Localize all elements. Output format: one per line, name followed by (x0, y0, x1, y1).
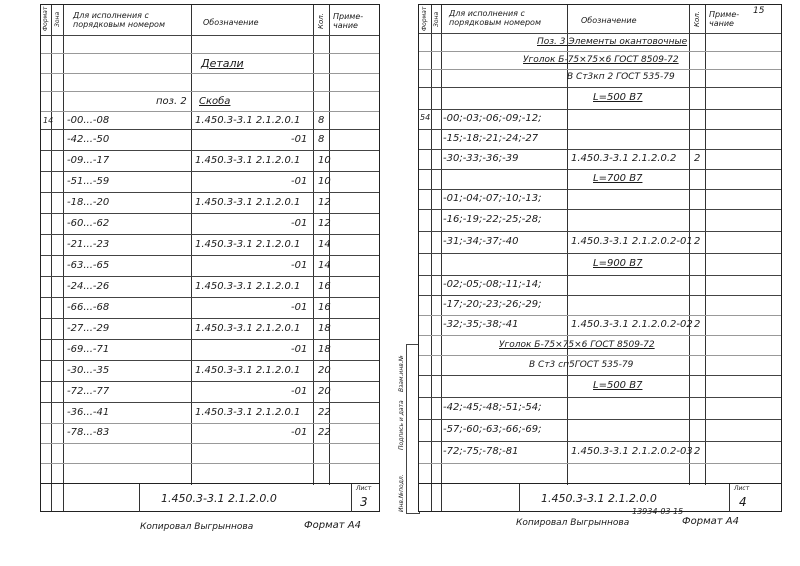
row-designation: -01 (291, 344, 308, 355)
length-900: L=900 В7 (593, 258, 643, 269)
side-label: Инв.№подл. (398, 474, 405, 512)
group4-line: -57;-60;-63;-66;-69; (443, 424, 542, 435)
row-designation: 1.450.3-3.1 2.1.2.0.1 (195, 365, 301, 376)
group4-line: -72;-75;-78;-81 (443, 446, 519, 457)
row-designation: -01 (291, 176, 308, 187)
row-qty: 18 (318, 344, 331, 355)
section-title: Детали (201, 57, 244, 70)
row-designation: 1.450.3-3.1 2.1.2.0.1 (195, 407, 301, 418)
group3-line: -02;-05;-08;-11;-14; (443, 279, 542, 290)
angle-profile-2: Уголок Б-75×75×6 ГОСТ 8509-72 (499, 340, 655, 350)
header-note: Приме-чание (333, 12, 364, 30)
sheet-label: Лист (356, 485, 372, 492)
zone-mark: 14 (43, 116, 54, 125)
angle-profile-1: Уголок Б-75×75×6 ГОСТ 8509-72 (523, 55, 679, 65)
col-line (63, 5, 64, 511)
header-variant: Для исполнения с порядковым номером (73, 11, 165, 29)
group1-qty: 2 (694, 153, 701, 164)
header-qty: Кол. (693, 11, 701, 27)
header-line (41, 35, 379, 36)
row-variant: -72...-77 (67, 386, 110, 397)
zone-mark: 54 (420, 113, 431, 122)
group4-line: -42;-45;-48;-51;-54; (443, 402, 542, 413)
stamp (41, 483, 379, 512)
steel-grade-2: В Ст3 сп5ГОСТ 535-79 (529, 360, 634, 370)
page-number: 15 (753, 6, 765, 16)
order-number: 13934-03 15 (632, 507, 684, 516)
col-line (191, 5, 192, 485)
row-designation: -01 (291, 260, 308, 271)
row-variant: -24...-26 (67, 281, 110, 292)
group2-line: -01;-04;-07;-10;-13; (443, 193, 542, 204)
sheet-number: 3 (360, 495, 368, 509)
stamp (419, 483, 781, 512)
row-qty: 18 (318, 323, 331, 334)
row-designation: 1.450.3-3.1 2.1.2.0.1 (195, 155, 301, 166)
row-designation: 1.450.3-3.1 2.1.2.0.1 (195, 115, 301, 126)
group1-line: -00;-03;-06;-09;-12; (443, 113, 542, 124)
group2-line: -16;-19;-22;-25;-28; (443, 214, 542, 225)
copied-by: Копировал Выгрыннова (140, 522, 254, 532)
row-qty: 20 (318, 386, 331, 397)
group4-designation: 1.450.3-3.1 2.1.2.0.2-03 (571, 446, 693, 457)
stamp-code: 1.450.3-3.1 2.1.2.0.0 (161, 492, 277, 505)
row-variant: -78...-83 (67, 427, 110, 438)
row-qty: 14 (318, 260, 331, 271)
row-variant: -66...-68 (67, 302, 110, 313)
row-variant: -69...-71 (67, 344, 110, 355)
steel-grade-1: В Ст3кп 2 ГОСТ 535-79 (567, 72, 675, 82)
row-qty: 16 (318, 302, 331, 313)
row-variant: -27...-29 (67, 323, 110, 334)
format-label: Формат А4 (304, 520, 361, 531)
row-qty: 20 (318, 365, 331, 376)
left-sheet (40, 4, 380, 512)
length-700: L=700 В7 (593, 173, 643, 184)
group1-designation: 1.450.3-3.1 2.1.2.0.2 (571, 153, 677, 164)
group3-qty: 2 (694, 319, 701, 330)
row-designation: 1.450.3-3.1 2.1.2.0.1 (195, 197, 301, 208)
side-label: Подпись и дата (398, 400, 405, 450)
row-designation: -01 (291, 134, 308, 145)
row-variant: -63...-65 (67, 260, 110, 271)
row-designation: -01 (291, 386, 308, 397)
header-format: Формат (421, 6, 428, 31)
row-qty: 22 (318, 407, 331, 418)
row-variant: -18...-20 (67, 197, 110, 208)
row-designation: 1.450.3-3.1 2.1.2.0.1 (195, 323, 301, 334)
row-qty: 10 (318, 176, 331, 187)
right-page (400, 0, 800, 566)
row-variant: -60...-62 (67, 218, 110, 229)
row-designation: 1.450.3-3.1 2.1.2.0.1 (195, 281, 301, 292)
row-qty: 12 (318, 218, 331, 229)
group2-qty: 2 (694, 236, 701, 247)
row-qty: 14 (318, 239, 331, 250)
row-qty: 8 (318, 115, 325, 126)
row-qty: 8 (318, 134, 325, 145)
row-variant: -21...-23 (67, 239, 110, 250)
row-designation: -01 (291, 427, 308, 438)
row-variant: -42...-50 (67, 134, 110, 145)
group2-designation: 1.450.3-3.1 2.1.2.0.2-01 (571, 236, 693, 247)
row-variant: -00...-08 (67, 115, 110, 126)
row-designation: -01 (291, 302, 308, 313)
row-variant: -30...-35 (67, 365, 110, 376)
side-label: Взам.инв.№ (398, 355, 405, 392)
header-zone: Зона (54, 11, 61, 27)
row-qty: 22 (318, 427, 331, 438)
row-designation: -01 (291, 218, 308, 229)
header-variant: Для исполнения с порядковым номером (449, 9, 541, 27)
col-line (313, 5, 314, 485)
length-500: L=500 В7 (593, 92, 643, 103)
position-name: Скоба (199, 96, 231, 107)
right-sheet (418, 4, 782, 512)
group1-line: -30;-33;-36;-39 (443, 153, 519, 164)
stamp-code: 1.450.3-3.1 2.1.2.0.0 (541, 492, 657, 505)
header-designation: Обозначение (581, 16, 637, 25)
col-line (51, 5, 52, 511)
header-designation: Обозначение (203, 18, 259, 27)
row-variant: -09...-17 (67, 155, 110, 166)
row-qty: 12 (318, 197, 331, 208)
row-variant: -36...-41 (67, 407, 110, 418)
format-label: Формат А4 (682, 516, 739, 527)
header-zone: Зона (433, 11, 440, 27)
row-designation: 1.450.3-3.1 2.1.2.0.1 (195, 239, 301, 250)
group2-line: -31;-34;-37;-40 (443, 236, 519, 247)
header-format: Формат (42, 6, 49, 31)
copied-by: Копировал Выгрыннова (516, 518, 630, 528)
header-note: Приме-чание (709, 10, 740, 28)
length-500b: L=500 В7 (593, 380, 643, 391)
pos3-title: Поз. 3 Элементы окантовочные (537, 37, 688, 47)
group3-line: -32;-35;-38;-41 (443, 319, 519, 330)
group1-line: -15;-18;-21;-24;-27 (443, 133, 539, 144)
row-qty: 16 (318, 281, 331, 292)
sheet-label: Лист (734, 485, 750, 492)
sheet-number: 4 (739, 495, 747, 509)
position-label: поз. 2 (156, 96, 187, 107)
group3-line: -17;-20;-23;-26;-29; (443, 299, 542, 310)
row-qty: 10 (318, 155, 331, 166)
group4-qty: 2 (694, 446, 701, 457)
group3-designation: 1.450.3-3.1 2.1.2.0.2-02 (571, 319, 693, 330)
row-variant: -51...-59 (67, 176, 110, 187)
header-qty: Кол. (317, 13, 325, 29)
